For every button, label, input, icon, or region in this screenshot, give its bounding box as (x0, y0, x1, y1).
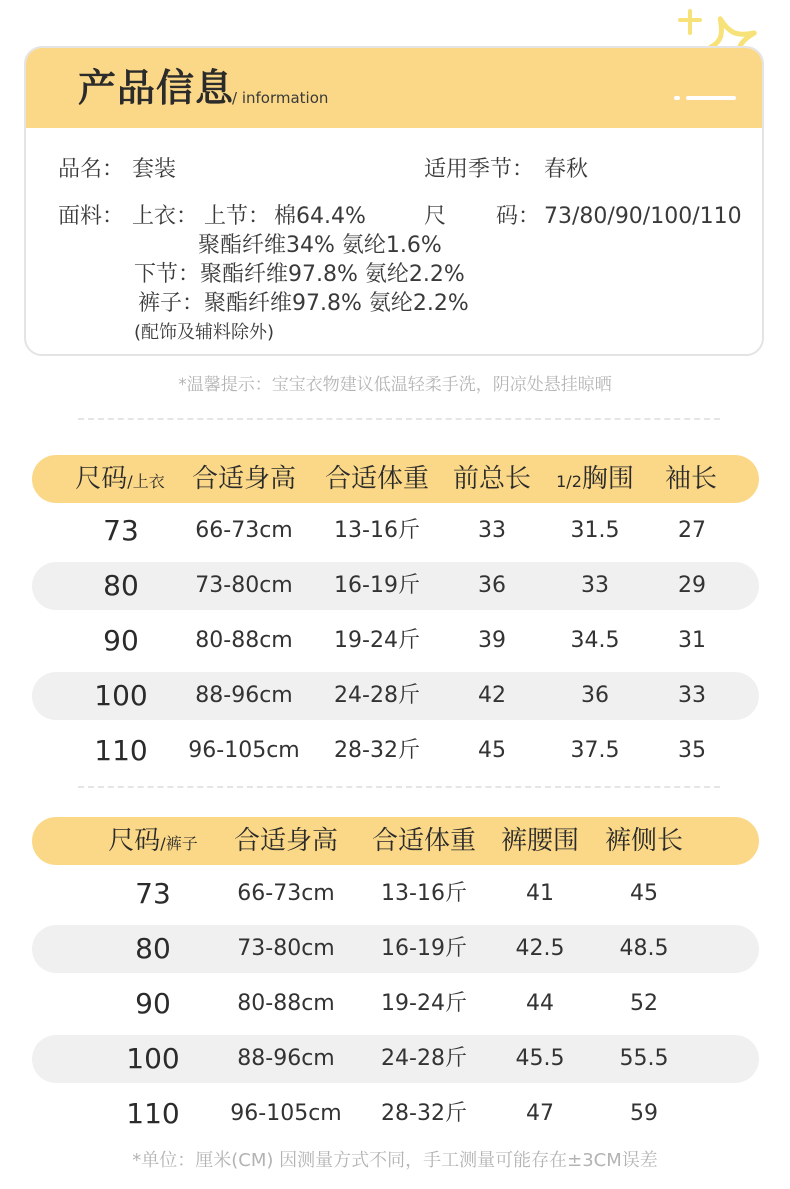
table-cell: 88-96cm (195, 683, 293, 708)
table-row (32, 562, 759, 610)
table-cell: 42 (478, 683, 506, 708)
top-table-header (32, 455, 759, 503)
table-cell: 13-16斤 (334, 518, 420, 543)
top-upper-value-1: 棉64.4% (274, 204, 366, 229)
divider (78, 418, 720, 420)
size-value: 73/80/90/100/110 (544, 204, 742, 229)
table-cell: 52 (630, 991, 658, 1016)
table-cell: 24-28斤 (334, 683, 420, 708)
top-lower: 下节：聚酯纤维97.8% 氨纶2.2% (134, 262, 465, 287)
size-cell: 100 (126, 1042, 180, 1075)
table-cell: 13-16斤 (381, 881, 467, 906)
table-cell: 35 (678, 738, 706, 763)
table-cell: 34.5 (570, 628, 620, 653)
header-line-decoration (686, 96, 736, 100)
table-cell: 16-19斤 (334, 573, 420, 598)
pants-table-header (32, 817, 759, 865)
fabric-label: 面料： (58, 204, 125, 229)
table-row (32, 727, 759, 775)
table-row (32, 507, 759, 555)
table-cell: 45.5 (515, 1046, 565, 1071)
table-cell: 37.5 (570, 738, 620, 763)
size-cell: 73 (103, 514, 139, 547)
header-dot-decoration (674, 96, 680, 100)
header-weight: 合适体重 (324, 464, 430, 494)
table-row (32, 1090, 759, 1138)
header-front-length: 前总长 (452, 464, 532, 494)
divider (78, 786, 720, 788)
table-row (32, 925, 759, 973)
table-cell: 73-80cm (237, 936, 335, 961)
table-cell: 28-32斤 (381, 1101, 467, 1126)
table-cell: 19-24斤 (334, 628, 420, 653)
table-cell: 31 (678, 628, 706, 653)
top-label: 上衣： (132, 204, 199, 229)
card-header (26, 48, 762, 128)
size-label-2: 码： (496, 204, 541, 229)
table-cell: 48.5 (619, 936, 669, 961)
table-cell: 29 (678, 573, 706, 598)
table-cell: 42.5 (515, 936, 565, 961)
size-cell: 110 (94, 734, 148, 767)
header-size: 尺码/上衣 (75, 464, 165, 494)
card-subtitle: / information (232, 89, 329, 107)
top-upper-label: 上节： (204, 204, 271, 229)
header-chest: 1/2胸围 (556, 464, 634, 494)
table-row (32, 870, 759, 918)
size-cell: 110 (126, 1097, 180, 1130)
table-cell: 73-80cm (195, 573, 293, 598)
size-label-1: 尺 (424, 204, 447, 229)
size-cell: 90 (135, 987, 171, 1020)
table-cell: 19-24斤 (381, 991, 467, 1016)
table-row (32, 617, 759, 665)
table-cell: 44 (526, 991, 554, 1016)
table-cell: 96-105cm (188, 738, 300, 763)
table-cell: 36 (478, 573, 506, 598)
top-upper-value-2: 聚酯纤维34% 氨纶1.6% (198, 233, 442, 258)
table-cell: 33 (581, 573, 609, 598)
table-cell: 27 (678, 518, 706, 543)
name-value: 套装 (132, 157, 177, 182)
table-cell: 41 (526, 881, 554, 906)
header-size: 尺码/裤子 (108, 826, 198, 856)
footnote: *单位：厘米(CM) 因测量方式不同，手工测量可能存在±3CM误差 (132, 1150, 658, 1171)
table-cell: 80-88cm (195, 628, 293, 653)
table-cell: 33 (678, 683, 706, 708)
size-cell: 90 (103, 624, 139, 657)
table-cell: 39 (478, 628, 506, 653)
care-tip: *温馨提示：宝宝衣物建议低温轻柔手洗，阴凉处悬挂晾晒 (178, 375, 612, 395)
season-label: 适用季节： (424, 157, 535, 182)
header-waist: 裤腰围 (500, 826, 580, 856)
size-cell: 80 (103, 569, 139, 602)
table-row (32, 1035, 759, 1083)
table-cell: 47 (526, 1101, 554, 1126)
table-cell: 28-32斤 (334, 738, 420, 763)
table-cell: 96-105cm (230, 1101, 342, 1126)
fabric-note: (配饰及辅料除外) (134, 322, 275, 343)
table-cell: 55.5 (619, 1046, 669, 1071)
size-cell: 73 (135, 877, 171, 910)
table-row (32, 980, 759, 1028)
header-weight: 合适体重 (371, 826, 477, 856)
table-cell: 31.5 (570, 518, 620, 543)
size-cell: 100 (94, 679, 148, 712)
table-cell: 33 (478, 518, 506, 543)
header-height: 合适身高 (191, 464, 297, 494)
table-cell: 24-28斤 (381, 1046, 467, 1071)
size-cell: 80 (135, 932, 171, 965)
table-cell: 16-19斤 (381, 936, 467, 961)
table-cell: 66-73cm (195, 518, 293, 543)
table-cell: 59 (630, 1101, 658, 1126)
name-label: 品名： (58, 157, 125, 182)
table-cell: 36 (581, 683, 609, 708)
card-title: 产品信息 (78, 66, 235, 110)
table-cell: 66-73cm (237, 881, 335, 906)
header-side-length: 裤侧长 (604, 826, 684, 856)
pants-fabric: 裤子：聚酯纤维97.8% 氨纶2.2% (138, 291, 469, 316)
sparkle-small-icon (677, 9, 703, 35)
header-height: 合适身高 (233, 826, 339, 856)
season-value: 春秋 (544, 157, 589, 182)
header-sleeve: 袖长 (664, 464, 718, 494)
table-cell: 88-96cm (237, 1046, 335, 1071)
table-cell: 80-88cm (237, 991, 335, 1016)
table-row (32, 672, 759, 720)
table-cell: 45 (630, 881, 658, 906)
table-cell: 45 (478, 738, 506, 763)
